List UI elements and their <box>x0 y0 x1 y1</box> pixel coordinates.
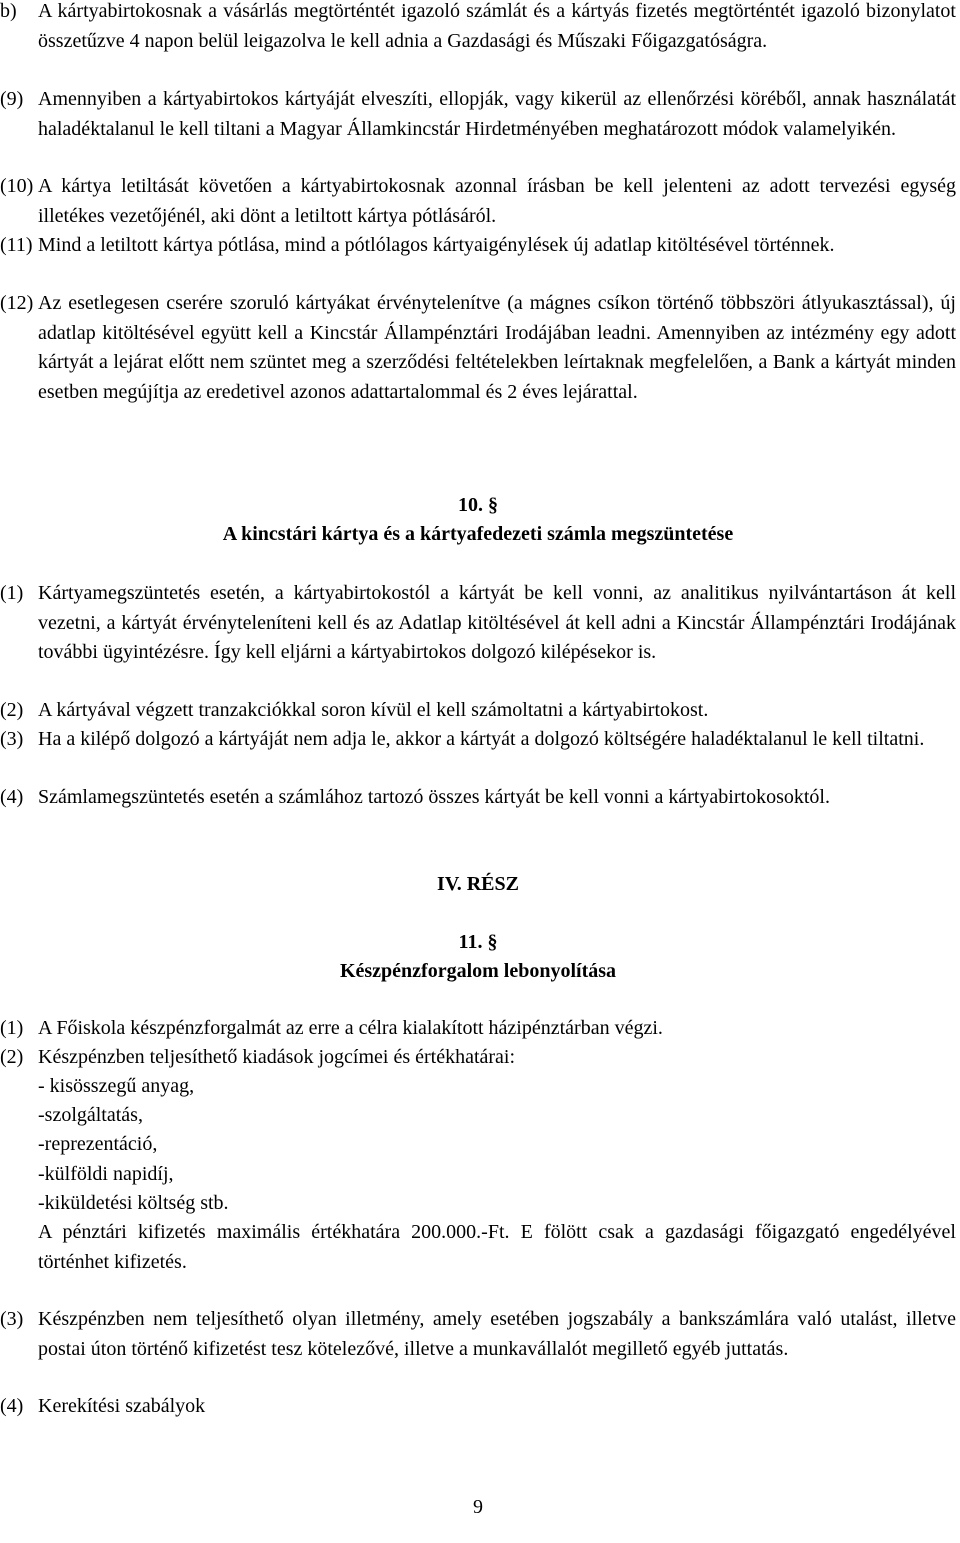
section-11-paragraph-2 <box>0 1043 956 1073</box>
cash-limit-paragraph <box>0 1218 956 1277</box>
page-number: 9 <box>473 1496 483 1518</box>
list-item: -reprezentáció, <box>38 1133 158 1155</box>
paragraph-text: Mind a letiltott kártya pótlása, mind a pótlólagos kártyaigénylések új adatlap kitöltésével történnek. <box>38 234 835 256</box>
paragraph-marker: (4) <box>0 1395 24 1417</box>
paragraph-marker: (1) <box>0 1017 24 1039</box>
paragraph-text: Készpénzben nem teljesíthető olyan illetmény, amely esetében jogszabály a bankszámlára való utalást, illetve postai úton történő kifizetést tesz kötelezővé, illetve a munkavállalót megillető egyéb juttatás. <box>38 1308 956 1360</box>
section-10-paragraph-1 <box>0 579 956 668</box>
paragraph-11 <box>0 231 956 261</box>
list-item: -külföldi napidíj, <box>38 1163 174 1185</box>
list-item: -szolgáltatás, <box>38 1104 143 1126</box>
section-10-number: 10. § <box>458 494 498 516</box>
paragraph-text: Készpénzben teljesíthető kiadások jogcímei és értékhatárai: <box>38 1046 516 1068</box>
paragraph-marker: b) <box>0 0 17 22</box>
paragraph-marker: (3) <box>0 728 24 750</box>
paragraph-text: A pénztári kifizetés maximális értékhatára 200.000.-Ft. E fölött csak a gazdasági főigazgató engedélyével történhet kifizetés. <box>38 1221 956 1273</box>
section-11-paragraph-1 <box>0 1014 956 1044</box>
paragraph-marker: (9) <box>0 88 24 110</box>
paragraph-marker: (2) <box>0 1046 24 1068</box>
paragraph-b <box>0 0 956 56</box>
paragraph-9 <box>0 85 956 144</box>
paragraph-text: Kerekítési szabályok <box>38 1395 206 1417</box>
list-item: -kiküldetési költség stb. <box>38 1192 229 1214</box>
paragraph-10 <box>0 172 956 231</box>
paragraph-text: A kártya letiltását követően a kártyabirtokosnak azonnal írásban be kell jelenteni az adott tervezési egység illetékes vezetőjénél, aki dönt a letiltott kártya pótlásáról. <box>38 175 956 227</box>
list-item: - kisösszegű anyag, <box>38 1075 195 1097</box>
paragraph-text: Számlamegszüntetés esetén a számlához tartozó összes kártyát be kell vonni a kártyabirtokosoktól. <box>38 786 830 808</box>
section-10-title: A kincstári kártya és a kártyafedezeti számla megszüntetése <box>222 523 734 545</box>
paragraph-marker: (10) <box>0 175 34 197</box>
paragraph-text: A kártyabirtokosnak a vásárlás megtörténtét igazoló számlát és a kártyás fizetés megtörténtét igazoló bizonylatot összetűzve 4 napon belül leigazolva le kell adnia a Gazdasági és Műszaki Főigazgatóságra. <box>38 0 956 52</box>
paragraph-marker: (11) <box>0 234 33 256</box>
section-10-paragraph-3 <box>0 725 956 755</box>
paragraph-marker: (3) <box>0 1308 24 1330</box>
paragraph-text: Ha a kilépő dolgozó a kártyáját nem adja le, akkor a kártyát a dolgozó költségére haladéktalanul le kell tiltatni. <box>38 728 925 750</box>
paragraph-marker: (4) <box>0 786 24 808</box>
paragraph-marker: (2) <box>0 699 24 721</box>
paragraph-marker: (12) <box>0 292 34 314</box>
paragraph-text: A Főiskola készpénzforgalmát az erre a célra kialakított házipénztárban végzi. <box>38 1017 663 1039</box>
paragraph-12 <box>0 289 956 407</box>
paragraph-marker: (1) <box>0 582 24 604</box>
paragraph-text: Kártyamegszüntetés esetén, a kártyabirtokostól a kártyát be kell vonni, az analitikus nyilvántartáson át kell vezetni, a kártyát érvényteleníteni kell és az Adatlap kitöltésével át kell adni a Kincstár Állampénztári Irodájának további ügyintézésre. Így kell eljárni a kártyabirtokos dolgozó kilépésekor is. <box>38 582 956 663</box>
section-10-paragraph-4 <box>0 783 956 813</box>
section-11-paragraph-3 <box>0 1305 956 1364</box>
section-10-paragraph-2 <box>0 696 956 726</box>
section-11-title: Készpénzforgalom lebonyolítása <box>339 960 617 982</box>
paragraph-text: Amennyiben a kártyabirtokos kártyáját elveszíti, ellopják, vagy kikerül az ellenőrzési köréből, annak használatát haladéktalanul le kell tiltani a Magyar Államkincstár Hirdetményében meghatározott módok valamelyikén. <box>38 88 956 140</box>
section-11-number: 11. § <box>458 931 498 953</box>
part-heading: IV. RÉSZ <box>437 873 519 895</box>
paragraph-text: A kártyával végzett tranzakciókkal soron kívül el kell számoltatni a kártyabirtokost. <box>38 699 709 721</box>
section-11-paragraph-4 <box>0 1392 956 1422</box>
paragraph-text: Az esetlegesen cserére szoruló kártyákat érvénytelenítve (a mágnes csíkon történő többszöri átlyukasztással), új adatlap kitöltésével együtt kell a Kincstár Állampénztári Irodájában leadni. Amennyiben az intézmény egy adott kártyát a lejárat előtt nem szüntet meg a szerződési feltételekben leírtaknak megfelelően, a Bank a kártyát minden esetben megújítja az eredetivel azonos adattartalommal és 2 éves lejárattal. <box>38 292 956 403</box>
